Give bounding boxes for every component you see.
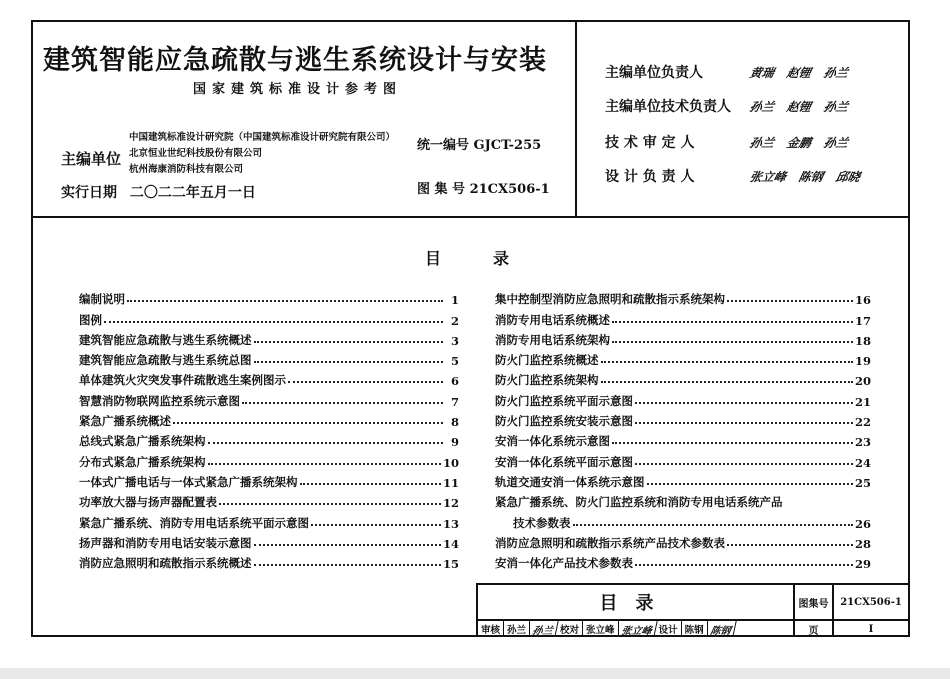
toc-entry-page: 12 [442, 496, 459, 511]
title-block-top [478, 585, 908, 621]
toc-entry[interactable] [495, 368, 871, 388]
toc-entry[interactable] [495, 429, 871, 449]
atlas-number: 图 集 号 21CX506-1 [417, 182, 550, 197]
toc-entry-page: 8 [450, 415, 459, 430]
leader-dots [254, 341, 444, 343]
leader-dots [727, 300, 853, 302]
title-block-signoffs [478, 621, 793, 637]
leader-dots [601, 381, 853, 383]
title-block [476, 583, 908, 637]
signature: 金鹏 [785, 136, 813, 150]
signature: 张立峰 [748, 170, 788, 184]
sheet-frame [31, 20, 910, 637]
toc-entry[interactable] [79, 470, 459, 490]
leader-dots [601, 361, 853, 363]
signature: 邱晓 [834, 170, 862, 184]
toc-entry-page: 22 [854, 415, 871, 430]
toc-entry[interactable] [79, 531, 459, 551]
leader-dots [288, 381, 443, 383]
toc-left-column [79, 287, 459, 571]
design-signature: 陈钢 [706, 621, 736, 637]
toc-entry-title: 编制说明 [79, 292, 125, 307]
editor-list [129, 130, 395, 178]
toc-entry-title: 安消一体化系统平面示意图 [495, 454, 633, 469]
responsible-label: 主编单位技术负责人 [605, 99, 731, 115]
check-label: 校对 [557, 621, 583, 637]
toc-entry-page: 5 [450, 354, 459, 369]
editor-label: 主编单位 [61, 150, 122, 168]
check-name: 张立峰 [583, 621, 619, 637]
page-value: I [868, 623, 874, 635]
design-label: 设计 [656, 621, 682, 637]
toc-entry-page: 29 [854, 557, 871, 572]
check-signature: 张立峰 [617, 621, 657, 637]
toc-entry-title: 分布式紧急广播系统架构 [79, 454, 206, 469]
viewer-margin [0, 668, 950, 679]
toc-entry-title: 总线式紧急广播系统架构 [79, 434, 206, 449]
toc-entry[interactable] [79, 409, 459, 429]
leader-dots [612, 321, 853, 323]
toc-right-column [495, 287, 871, 571]
toc-entry[interactable] [79, 368, 459, 388]
toc-entry-title: 防火门监控系统架构 [495, 373, 599, 388]
toc-entry-page: 23 [854, 435, 871, 450]
toc-entry-title: 一体式广播电话与一体式紧急广播系统架构 [79, 474, 298, 489]
toc-entry-page: 2 [450, 313, 459, 328]
toc-entry[interactable] [495, 409, 871, 429]
toc-entry-page: 26 [854, 516, 871, 531]
toc-entry-page: 14 [442, 536, 459, 551]
toc-entry-title: 轨道交通安消一体系统示意图 [495, 474, 645, 489]
toc-entry-title: 建筑智能应急疏散与逃生系统总图 [79, 353, 252, 368]
toc-entry-page: 13 [442, 516, 459, 531]
toc-entry-page: 20 [854, 374, 871, 389]
toc-entry-title: 功率放大器与扬声器配置表 [79, 495, 217, 510]
toc-entry[interactable] [495, 510, 871, 530]
responsible-row [605, 96, 848, 116]
leader-dots [104, 321, 443, 323]
toc-entry-title: 消防应急照明和疏散指示系统产品技术参数表 [495, 535, 725, 550]
toc-entry[interactable] [79, 287, 459, 307]
leader-dots [208, 442, 444, 444]
toc-entry[interactable] [495, 449, 871, 469]
signature: 孙兰 [822, 136, 850, 150]
leader-dots [635, 463, 853, 465]
editor-item: 中国建筑标准设计研究院（中国建筑标准设计研究院有限公司） [129, 132, 396, 143]
leader-dots [635, 422, 853, 424]
editor-item: 杭州海康消防科技有限公司 [129, 164, 244, 175]
effective-date [61, 182, 264, 202]
toc-entry-page: 1 [450, 293, 459, 308]
toc-entry[interactable] [495, 531, 871, 551]
toc-entry-title: 防火门监控系统概述 [495, 353, 599, 368]
signature: 孙兰 [822, 66, 850, 80]
leader-dots [635, 564, 853, 566]
leader-dots [612, 341, 853, 343]
sheet-name: 目录 [599, 593, 672, 614]
signature: 孙兰 [748, 136, 776, 150]
signature: 黄瑞 [748, 66, 776, 80]
toc-entry-page: 15 [442, 557, 459, 572]
page-label: 页 [808, 625, 819, 637]
responsible-label: 设 计 负 责 人 [605, 169, 695, 185]
toc-entry[interactable] [495, 307, 871, 327]
toc-entry[interactable] [79, 348, 459, 368]
toc-entry-title: 紧急广播系统、防火门监控系统和消防专用电话系统产品 [495, 495, 783, 510]
toc-entry-page: 6 [450, 374, 459, 389]
toc-entry-page: 24 [854, 455, 871, 470]
review-label: 审核 [478, 621, 504, 637]
leader-dots [242, 402, 443, 404]
toc-entry-page: 16 [854, 293, 871, 308]
signature: 赵锂 [785, 100, 813, 114]
toc-entry[interactable] [495, 328, 871, 348]
toc-heading: 目录 [425, 249, 562, 268]
unified-code: 统一编号 GJCT-255 [417, 138, 542, 153]
leader-dots [311, 524, 441, 526]
toc-entry[interactable] [495, 470, 871, 490]
toc-entry-title: 紧急广播系统概述 [79, 414, 171, 429]
leader-dots [300, 483, 441, 485]
toc-entry-page: 25 [854, 475, 871, 490]
leader-dots [208, 463, 441, 465]
toc-entry[interactable] [495, 388, 871, 408]
toc-entry-page: 17 [854, 313, 871, 328]
toc-entry[interactable] [79, 307, 459, 327]
toc-entry-page: 28 [854, 536, 871, 551]
header-divider [575, 22, 577, 216]
leader-dots [573, 524, 853, 526]
toc-entry-title: 消防专用电话系统架构 [495, 332, 610, 347]
responsible-label: 主编单位负责人 [605, 65, 703, 81]
toc-entry[interactable] [79, 510, 459, 530]
toc-entry-title: 防火门监控系统安装示意图 [495, 414, 633, 429]
toc-entry-page: 10 [442, 455, 459, 470]
toc-entry-page: 18 [854, 333, 871, 348]
toc-entry-title: 建筑智能应急疏散与逃生系统概述 [79, 332, 252, 347]
atlas-label: 图集号 [798, 598, 829, 610]
responsible-row [605, 132, 848, 152]
leader-dots [254, 361, 444, 363]
toc-entry-title: 扬声器和消防专用电话安装示意图 [79, 535, 252, 550]
atlas-subtitle: 国家建筑标准设计参考图 [193, 82, 403, 97]
toc-entry[interactable] [79, 429, 459, 449]
signature: 孙兰 [748, 100, 776, 114]
responsible-row [605, 166, 860, 186]
leader-dots [647, 483, 853, 485]
design-name: 陈钢 [682, 621, 708, 637]
toc-entry-title: 技术参数表 [513, 515, 571, 530]
toc-entry-title: 图例 [79, 312, 102, 327]
toc-entry-page: 3 [450, 333, 459, 348]
toc-entry-title: 消防专用电话系统概述 [495, 312, 610, 327]
toc-entry-title: 紧急广播系统、消防专用电话系统平面示意图 [79, 515, 309, 530]
leader-dots [254, 564, 441, 566]
toc-entry-page: 11 [442, 475, 459, 490]
toc-entry-title: 消防应急照明和疏散指示系统概述 [79, 556, 252, 571]
toc-entry-page: 21 [854, 394, 871, 409]
toc-entry-title: 安消一体化系统示意图 [495, 434, 610, 449]
toc-entry-title: 集中控制型消防应急照明和疏散指示系统架构 [495, 292, 725, 307]
toc-entry-page: 19 [854, 354, 871, 369]
toc-entry[interactable] [495, 287, 871, 307]
atlas-title: 建筑智能应急疏散与逃生系统设计与安装 [43, 45, 547, 76]
toc-entry-title: 安消一体化产品技术参数表 [495, 556, 633, 571]
toc-entry[interactable] [79, 328, 459, 348]
leader-dots [173, 422, 443, 424]
leader-dots [612, 442, 853, 444]
toc-entry-page: 7 [450, 394, 459, 409]
leader-dots [635, 402, 853, 404]
sheet-header [33, 22, 908, 218]
signature: 陈钢 [797, 170, 825, 184]
editor-item: 北京恒业世纪科技股份有限公司 [129, 148, 263, 159]
toc-entry[interactable] [495, 348, 871, 368]
toc-entry-page: 9 [450, 435, 459, 450]
date-label: 实行日期 [61, 185, 117, 201]
toc-entry-title: 智慧消防物联网监控系统示意图 [79, 393, 240, 408]
review-signature: 孙兰 [528, 621, 558, 637]
toc-entry-title: 单体建筑火灾突发事件疏散逃生案例图示 [79, 373, 286, 388]
signature: 孙兰 [822, 100, 850, 114]
toc-entry[interactable] [79, 490, 459, 510]
leader-dots [727, 544, 853, 546]
toc-entry[interactable] [79, 551, 459, 571]
atlas-value: 21CX506-1 [840, 596, 902, 608]
date-value: 二〇二二年五月一日 [129, 185, 256, 201]
leader-dots [219, 503, 441, 505]
toc-entry-title: 防火门监控系统平面示意图 [495, 393, 633, 408]
leader-dots [254, 544, 441, 546]
responsible-row [605, 62, 848, 82]
toc-entry[interactable] [495, 551, 871, 571]
signature: 赵锂 [785, 66, 813, 80]
toc-entry[interactable] [495, 490, 871, 510]
responsible-label: 技 术 审 定 人 [605, 135, 695, 151]
toc-entry[interactable] [79, 388, 459, 408]
toc-entry[interactable] [79, 449, 459, 469]
leader-dots [127, 300, 443, 302]
review-name: 孙兰 [504, 621, 530, 637]
